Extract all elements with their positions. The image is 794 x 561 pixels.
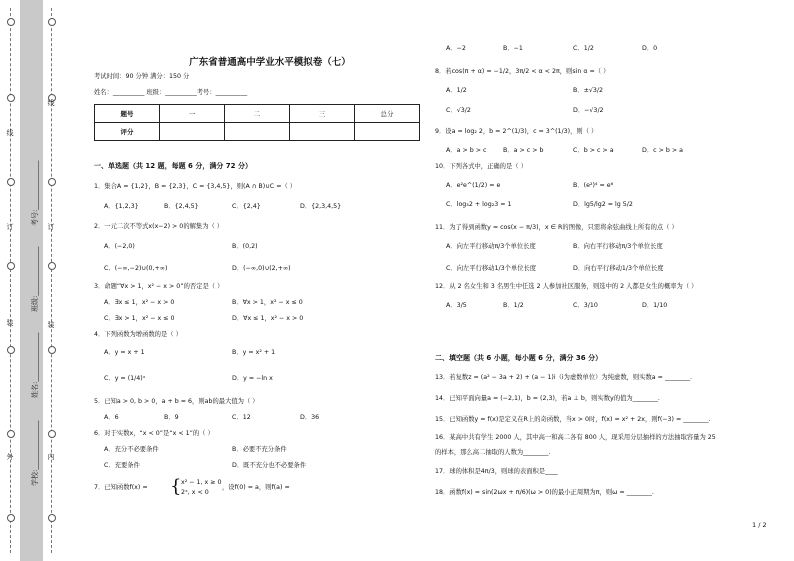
option: D．lg5/lg2 = lg 5/2: [573, 201, 633, 208]
seal-char: 外: [6, 453, 14, 461]
exam-info: 考试时间：90 分钟 满分：150 分: [94, 73, 190, 80]
score-header-cell: 三: [290, 105, 355, 123]
option: C．向左平行移动1/3个单位长度: [446, 265, 537, 272]
score-cell[interactable]: [355, 123, 420, 141]
option: D．36: [300, 414, 320, 421]
option: D．0: [642, 45, 658, 52]
school-label: 学校:______________: [31, 420, 39, 486]
seal-circle: [48, 178, 56, 186]
option: C．(−∞,−2)∪(0,+∞): [104, 265, 168, 272]
option: C．12: [232, 414, 251, 421]
option: A．e²e^(1/2) = e: [446, 182, 501, 189]
binding-margin: [0, 0, 60, 561]
question-stem: 2．一元二次不等式x(x−2) > 0的解集为（ ）: [94, 223, 224, 230]
option: C．b > c > a: [573, 147, 614, 154]
question-stem: 3．命题“∀x > 1，x² − x > 0”的否定是（ ）: [94, 283, 224, 290]
piecewise-case: 2ˣ, x < 0: [181, 489, 209, 496]
score-cell[interactable]: [290, 123, 355, 141]
page-number: 1 / 2: [752, 521, 767, 529]
seal-circle: [48, 262, 56, 270]
piecewise-case: x² − 1, x ≥ 0: [181, 479, 222, 486]
score-header-cell: 二: [225, 105, 290, 123]
question-stem: 8．若cos(π + α) = −1/2，3π/2 < α < 2π，则sin α =（ ）: [435, 68, 610, 75]
option: A．∃x ≤ 1，x² − x > 0: [104, 299, 175, 306]
section2-title: 二、填空题（共 6 小题，每小题 6 分，满分 36 分）: [435, 354, 603, 362]
piecewise-brace: {: [170, 476, 182, 497]
option: C．{2,4}: [232, 203, 261, 210]
fill-question: 13．若复数z = (a² − 3a + 2) + (a − 1)i（i为虚数单位）为纯虚数，则实数a = ________.: [435, 374, 693, 381]
student-info: 姓名：__________ 班级：__________考号：__________: [94, 89, 248, 96]
fill-question: 18．函数f(x) = sin(2ωx + π/6)(ω > 0)的最小正周期为π，则ω = ________.: [435, 489, 654, 496]
score-table: [94, 104, 420, 141]
option: D．1/10: [642, 302, 668, 309]
score-cell[interactable]: [160, 123, 225, 141]
option: B．−1: [503, 45, 523, 52]
option: A．{1,2,3}: [104, 203, 139, 210]
question-stem: 7．已知函数f(x) =: [94, 484, 148, 491]
option: A．充分不必要条件: [104, 446, 159, 453]
seal-char: 装: [6, 319, 14, 327]
option: A．1/2: [446, 87, 467, 94]
option: B．a > c > b: [503, 147, 544, 154]
question-stem: 10．下列各式中，正确的是（ ）: [435, 163, 527, 170]
option: A．a > b > c: [446, 147, 487, 154]
option: B．必要不充分条件: [232, 446, 287, 453]
option: D．c > b > a: [642, 147, 684, 154]
seal-char: 订: [6, 223, 14, 231]
option: D．既不充分也不必要条件: [232, 462, 307, 469]
score-header-cell: 题号: [95, 105, 160, 123]
seal-circle: [48, 18, 56, 26]
seal-circle: [7, 94, 15, 102]
seal-circle: [48, 346, 56, 354]
option: D．∀x ≤ 1，x² − x > 0: [232, 315, 304, 322]
option: C．3/10: [573, 302, 598, 309]
option: B．∀x > 1，x² − x ≤ 0: [232, 299, 303, 306]
seal-char: 线: [47, 99, 55, 107]
option: B．±√3/2: [573, 87, 604, 94]
question-stem: 12．从 2 名女生和 3 名男生中任选 2 人参加社区服务，则选中的 2 人都是女生的概率为（ ）: [435, 283, 698, 290]
fill-question: 15．已知函数y = f(x)是定义在R上的奇函数，当x > 0时，f(x) = x² + 2x，则f(−3) = ________.: [435, 416, 711, 423]
fill-question: 17．球的体积是4π/3，则球的表面积是____: [435, 468, 558, 475]
option: B．{2,4,5}: [164, 203, 199, 210]
seal-circle: [7, 346, 15, 354]
option: A．3/5: [446, 302, 467, 309]
option: D．(−∞,0)∪(2,+∞): [232, 265, 291, 272]
seal-circle: [48, 430, 56, 438]
score-cell[interactable]: [225, 123, 290, 141]
question-stem: 1．集合A = {1,2}，B = {2,3}，C = {3,4,5}，则(A ∩ B)∪C =（ ）: [94, 183, 297, 190]
option: D．{2,3,4,5}: [300, 203, 342, 210]
score-header-cell: 一: [160, 105, 225, 123]
seal-char: 线: [6, 129, 14, 137]
name-label: 姓名:______________: [31, 332, 39, 398]
option: D．向右平行移动1/3个单位长度: [573, 265, 664, 272]
question-stem: 6．对于实数x，“x < 0”是“x < 1”的（ ）: [94, 430, 214, 437]
option: D．−√3/2: [573, 107, 604, 114]
seal-circle: [7, 262, 15, 270]
question-stem: 11．为了得到函数y = cos(x − π/3)，x ∈ R的图像，只需将余弦曲线上所有的点（ ）: [435, 224, 678, 231]
class-label: 班级:______________: [31, 246, 39, 312]
option: C．∃x > 1，x² − x ≤ 0: [104, 315, 175, 322]
question-tail: ，设f(0) = a，则f(a) =: [222, 484, 290, 491]
option: C．1/2: [573, 45, 594, 52]
option: C．√3/2: [446, 107, 471, 114]
fill-question: 的样本，那么高二抽取的人数为________.: [435, 449, 551, 456]
option: B．(0,2): [232, 243, 258, 250]
cut-line-inner: [51, 8, 52, 553]
option: A．y = x + 1: [104, 349, 145, 356]
seal-circle: [7, 178, 15, 186]
option: B．y = x² + 1: [232, 349, 276, 356]
score-header-cell: 总分: [355, 105, 420, 123]
seal-circle: [7, 430, 15, 438]
fill-question: 14．已知平面向量a = (−2,1)，b = (2,3)，若a ⊥ b，则实数y的值为________.: [435, 395, 660, 402]
seal-char: 订: [47, 223, 55, 231]
seal-circle: [48, 514, 56, 522]
cut-line-outer: [10, 8, 11, 553]
seal-circle: [7, 514, 15, 522]
option: D．y = −ln x: [232, 375, 273, 382]
question-stem: 4．下列函数为增函数的是（ ）: [94, 331, 182, 338]
exam-title: 广东省普通高中学业水平模拟卷（七）: [189, 57, 351, 68]
question-stem: 5．已知a > 0, b > 0，a + b = 6，则ab的最大值为（ ）: [94, 398, 259, 405]
seal-circle: [7, 18, 15, 26]
score-row-label: 评分: [95, 123, 160, 141]
seal-char: 装: [47, 321, 55, 329]
question-stem: 9．设a = log₂ 2，b = 2^(1/3)，c = 3^(1/3)，则（ ）: [435, 128, 598, 135]
exam-number-label: 考号:______________: [31, 160, 39, 226]
section1-title: 一、单选题（共 12 题，每题 6 分，满分 72 分）: [94, 162, 252, 170]
seal-char: 内: [47, 453, 55, 461]
option: B．向右平行移动π/3个单位长度: [573, 243, 663, 250]
option: A．−2: [446, 45, 466, 52]
option: C．充要条件: [104, 462, 140, 469]
option: B．(e²)⁴ = e⁶: [573, 182, 614, 189]
option: A．向左平行移动π/3个单位长度: [446, 243, 536, 250]
option: A．6: [104, 414, 119, 421]
option: C．log₃2 + log₂3 = 1: [446, 201, 512, 208]
option: B．9: [164, 414, 179, 421]
option: A．(−2,0): [104, 243, 135, 250]
fill-question: 16．某高中共有学生 2000 人，其中高一和高二各有 800 人，现采用分层抽样的方法抽取容量为 25: [435, 434, 716, 441]
option: C．y = (1/4)ˣ: [104, 375, 146, 382]
option: B．1/2: [503, 302, 524, 309]
